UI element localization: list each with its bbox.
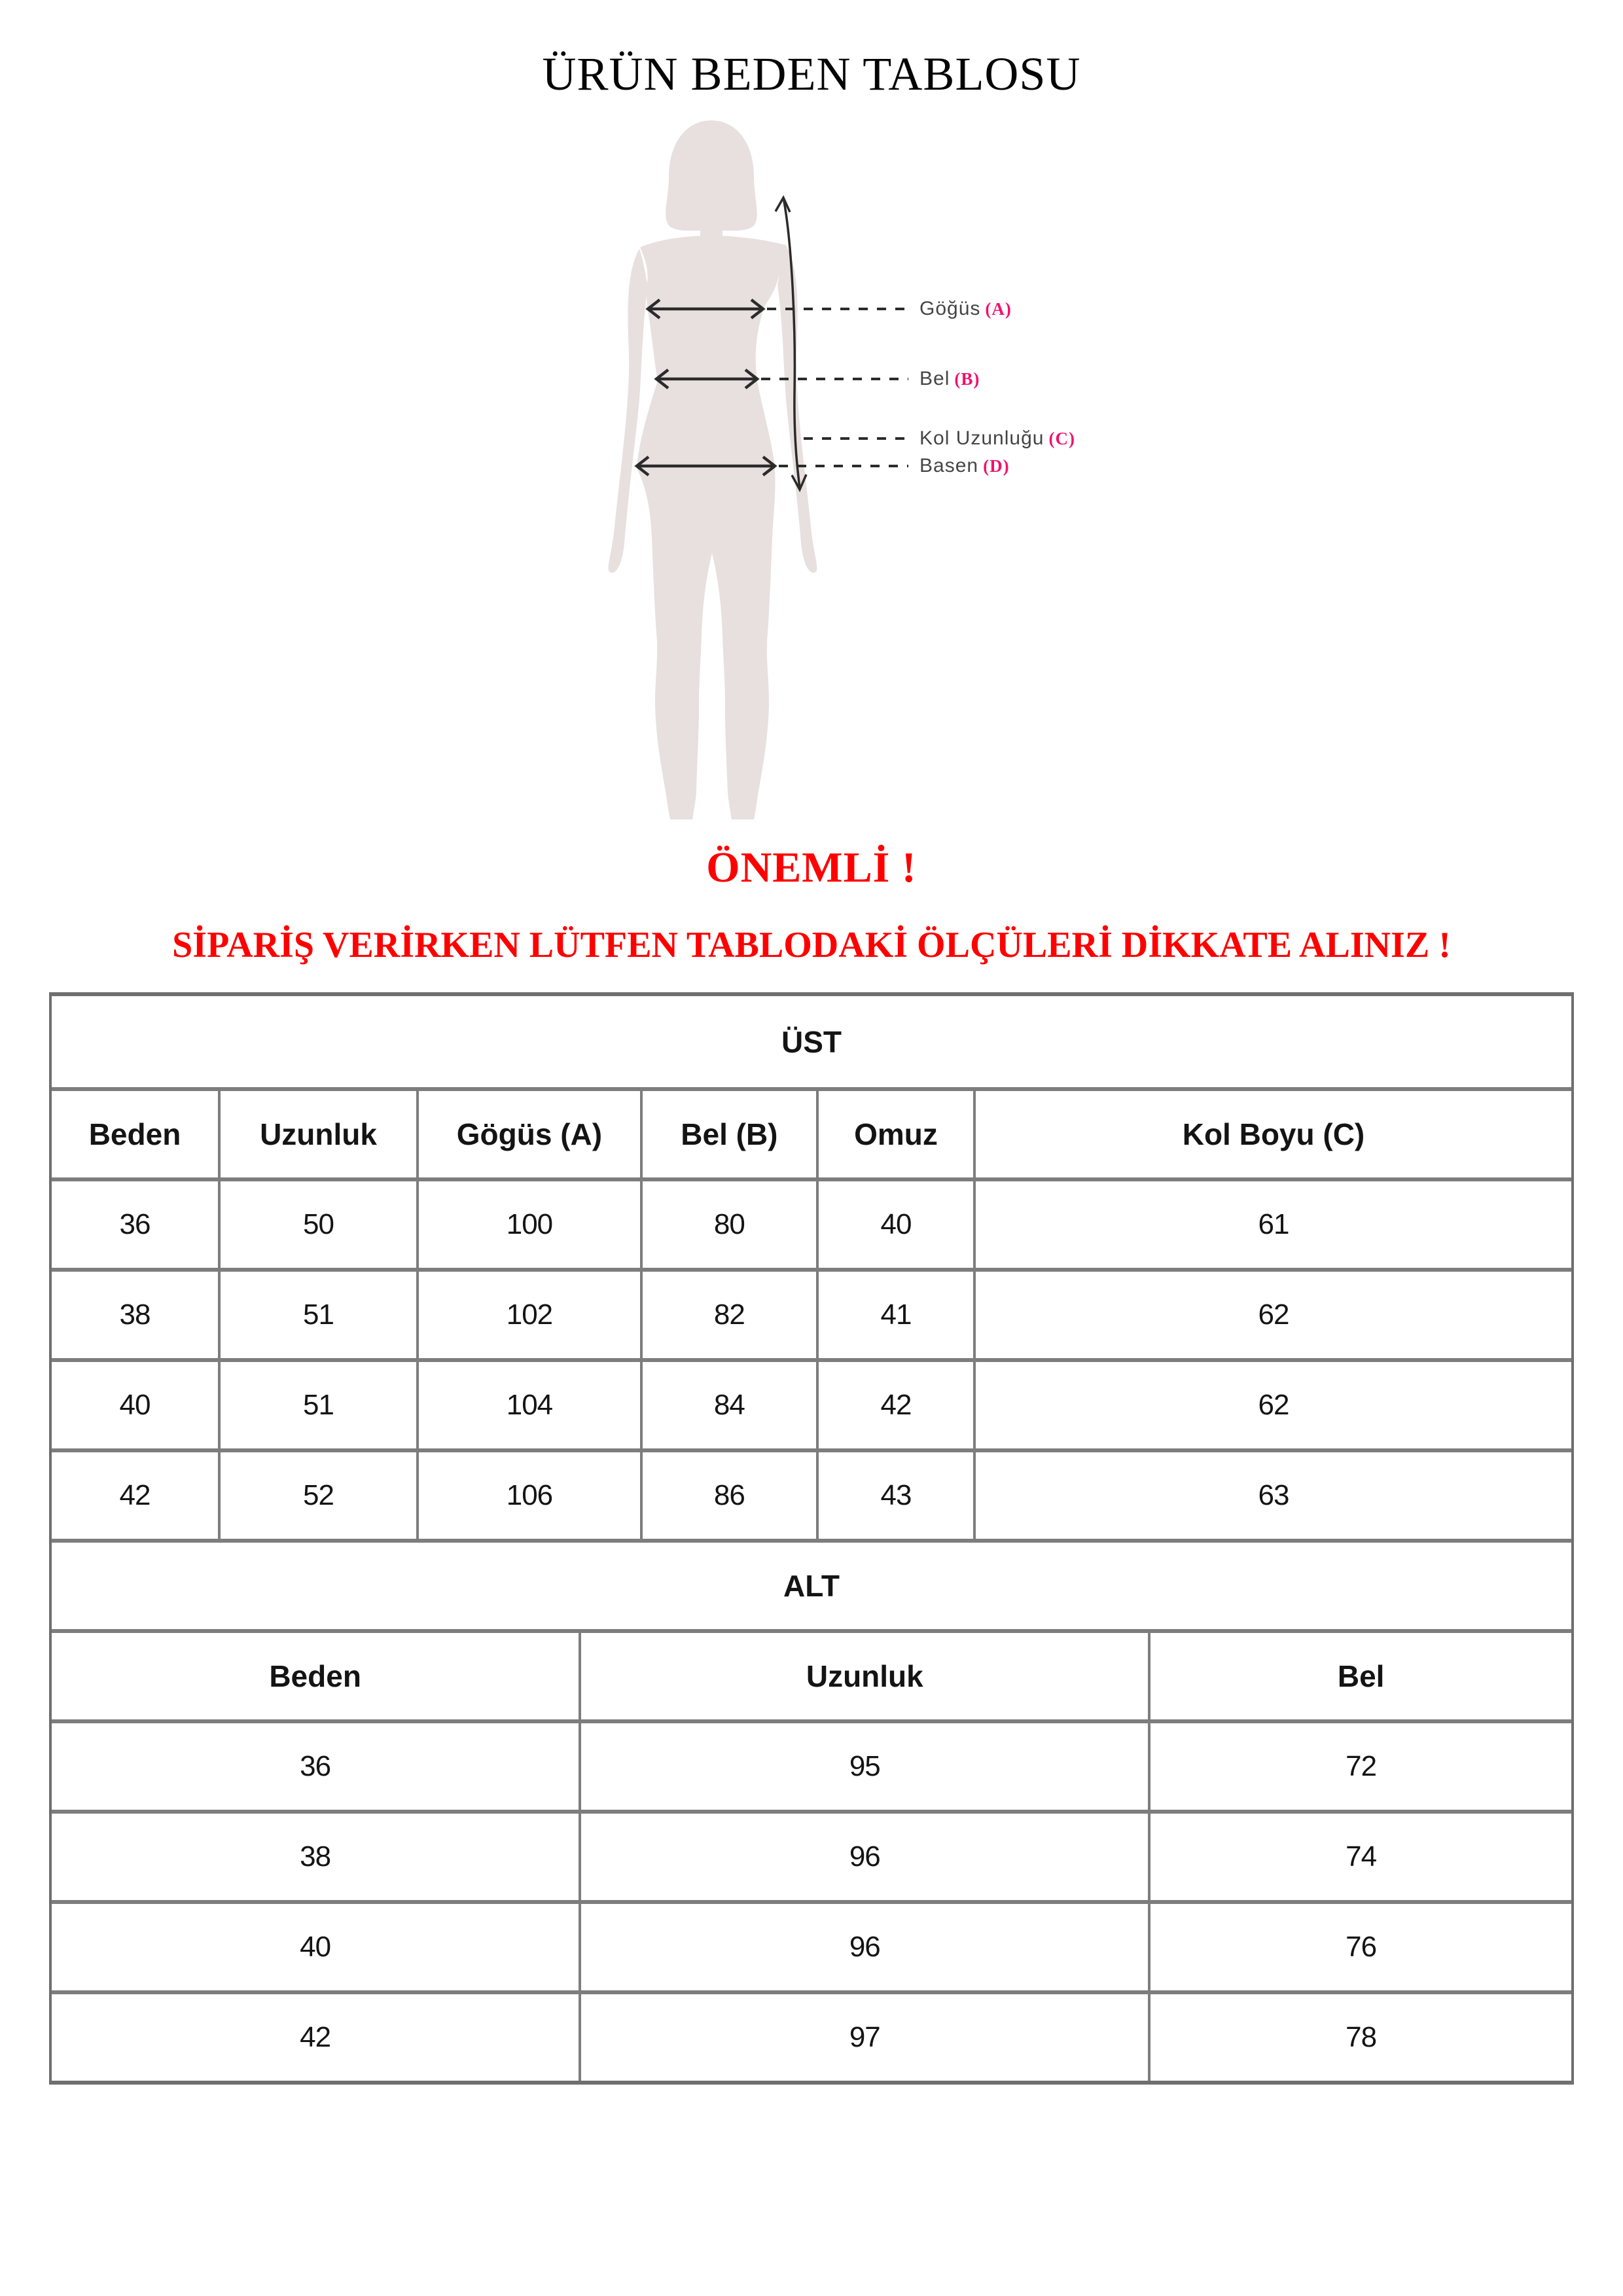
table-cell: 51 (218, 1362, 416, 1448)
table-row (52, 1719, 1571, 1810)
table-cell: 42 (300, 2021, 331, 2053)
column-header: Omuz (816, 1091, 973, 1177)
label-hip-code: (D) (983, 456, 1010, 476)
ust-header-row (52, 1087, 1571, 1177)
label-arm-length-text: Kol Uzunluğu (919, 427, 1044, 449)
table-row (52, 1448, 1571, 1539)
silhouette-head (666, 120, 757, 231)
ust-section-title: ÜST (781, 1024, 842, 1059)
table-cell: 74 (1148, 1814, 1571, 1900)
label-waist-code: (B) (954, 368, 980, 389)
label-waist-text: Bel (919, 368, 950, 389)
table-cell: 72 (1148, 1723, 1571, 1810)
table-cell: 82 (640, 1272, 816, 1358)
table-cell: 100 (416, 1181, 640, 1268)
label-arm-length-code: (C) (1048, 428, 1075, 448)
label-hip-text: Basen (919, 455, 979, 476)
table-cell: 52 (218, 1452, 416, 1539)
table-row (52, 1268, 1571, 1358)
column-header: Uzunluk (218, 1091, 416, 1177)
table-cell: 62 (973, 1362, 1571, 1448)
body-silhouette-svg (556, 111, 1152, 831)
table-cell: 86 (640, 1452, 816, 1539)
table-cell: 104 (416, 1362, 640, 1448)
label-arm-length (919, 425, 1075, 452)
silhouette-torso-legs (637, 236, 787, 819)
body-measurement-diagram (556, 111, 1152, 831)
table-row (52, 1900, 1571, 1990)
alt-header-row (52, 1629, 1571, 1719)
table-cell: 96 (579, 1814, 1148, 1900)
table-cell: 42 (119, 1479, 151, 1511)
table-cell: 96 (579, 1904, 1148, 1990)
table-cell: 40 (119, 1389, 151, 1421)
alt-section-band (52, 1539, 1571, 1629)
column-header: Beden (269, 1659, 361, 1693)
table-cell: 97 (579, 1994, 1148, 2081)
label-chest-code: (A) (985, 298, 1012, 319)
warning-headline: ÖNEMLİ ! (706, 844, 917, 891)
table-cell: 36 (119, 1208, 151, 1240)
table-cell: 102 (416, 1272, 640, 1358)
arm-length-arrowhead-top (776, 198, 790, 212)
warning-subline: SİPARİŞ VERİRKEN LÜTFEN TABLODAKİ ÖLÇÜLERİ DİKKATE ALINIZ ! (172, 925, 1451, 965)
label-hip (919, 452, 1010, 480)
table-cell: 106 (416, 1452, 640, 1539)
column-header: Kol Boyu (C) (973, 1091, 1571, 1177)
table-cell: 38 (300, 1840, 331, 1873)
label-chest-text: Göğüs (919, 298, 981, 319)
table-cell: 62 (973, 1272, 1571, 1358)
column-header: Bel (1148, 1633, 1571, 1719)
table-row (52, 1358, 1571, 1448)
table-cell: 40 (816, 1181, 973, 1268)
table-cell: 36 (300, 1750, 331, 1782)
label-chest (919, 295, 1012, 323)
table-cell: 51 (218, 1272, 416, 1358)
table-row (52, 1810, 1571, 1900)
table-cell: 78 (1148, 1994, 1571, 2081)
label-waist (919, 365, 980, 393)
page-title: ÜRÜN BEDEN TABLOSU (542, 48, 1081, 100)
table-cell: 43 (816, 1452, 973, 1539)
column-header: Bel (B) (640, 1091, 816, 1177)
column-header: Beden (88, 1117, 181, 1151)
column-header: Gögüs (A) (416, 1091, 640, 1177)
table-cell: 84 (640, 1362, 816, 1448)
alt-section-title: ALT (783, 1569, 840, 1603)
table-cell: 76 (1148, 1904, 1571, 1990)
table-row (52, 1177, 1571, 1268)
table-cell: 80 (640, 1181, 816, 1268)
table-cell: 95 (579, 1723, 1148, 1810)
table-cell: 42 (816, 1362, 973, 1448)
table-cell: 50 (218, 1181, 416, 1268)
table-cell: 40 (300, 1931, 331, 1963)
table-cell: 38 (119, 1299, 151, 1331)
table-cell: 61 (973, 1181, 1571, 1268)
table-cell: 41 (816, 1272, 973, 1358)
ust-section-band (52, 996, 1571, 1087)
silhouette-left-arm (609, 249, 648, 573)
size-table (49, 992, 1574, 2085)
table-row (52, 1990, 1571, 2081)
silhouette-right-arm (777, 247, 817, 573)
table-cell: 63 (973, 1452, 1571, 1539)
column-header: Uzunluk (579, 1633, 1148, 1719)
